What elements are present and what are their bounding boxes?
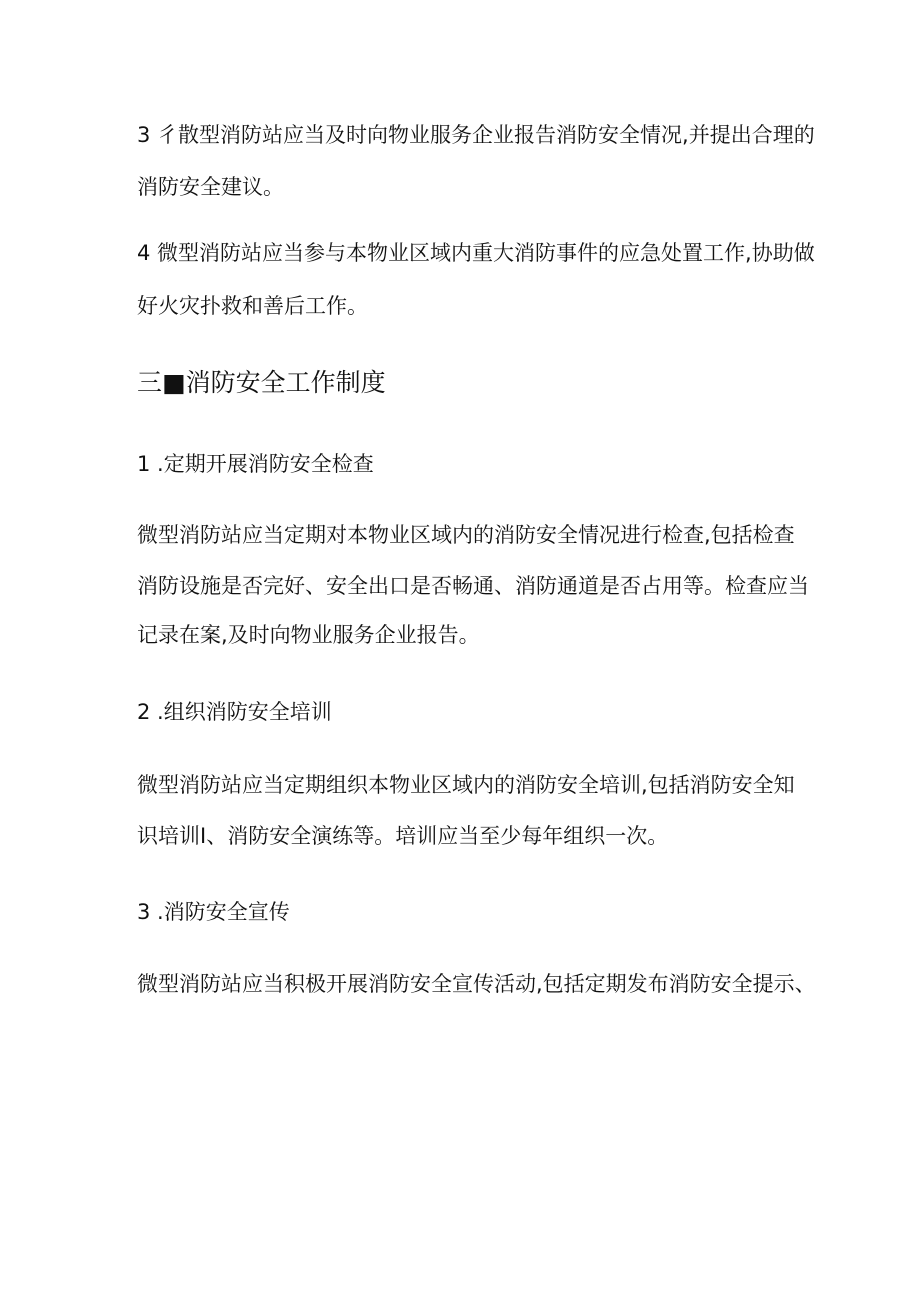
section-heading: 三■消防安全工作制度 <box>137 368 386 397</box>
item-2-title: 2 .组织消防安全培训 <box>137 700 332 724</box>
item-2-line-1: 微型消防站应当定期组织本物业区域内的消防安全培训,包括消防安全知 <box>137 773 795 797</box>
item-3-line-1: 微型消防站应当积极开展消防安全宣传活动,包括定期发布消防安全提示、 <box>137 972 816 996</box>
item-1-line-1: 微型消防站应当定期对本物业区域内的消防安全情况进行检查,包括检查 <box>137 523 795 547</box>
item-2-line-2: 识培训I、消防安全演练等。培训应当至少每年组织一次。 <box>137 824 669 848</box>
item-1-line-2: 消防设施是否完好、安全出口是否畅通、消防通道是否占用等。检查应当 <box>137 574 809 598</box>
paragraph-3-line-2: 消防安全建议。 <box>137 175 284 199</box>
item-3-title: 3 .消防安全宣传 <box>137 900 290 924</box>
paragraph-4-line-2: 好火灾扑救和善后工作。 <box>137 294 368 318</box>
paragraph-4-line-1: 4 微型消防站应当参与本物业区域内重大消防事件的应急处置工作,协助做 <box>137 241 815 265</box>
item-1-title: 1 .定期开展消防安全检查 <box>137 452 374 476</box>
paragraph-3-line-1: 3 彳散型消防站应当及时向物业服务企业报告消防安全情况,并提出合理的 <box>137 123 815 147</box>
item-1-line-3: 记录在案,及时向物业服务企业报告。 <box>137 623 480 647</box>
